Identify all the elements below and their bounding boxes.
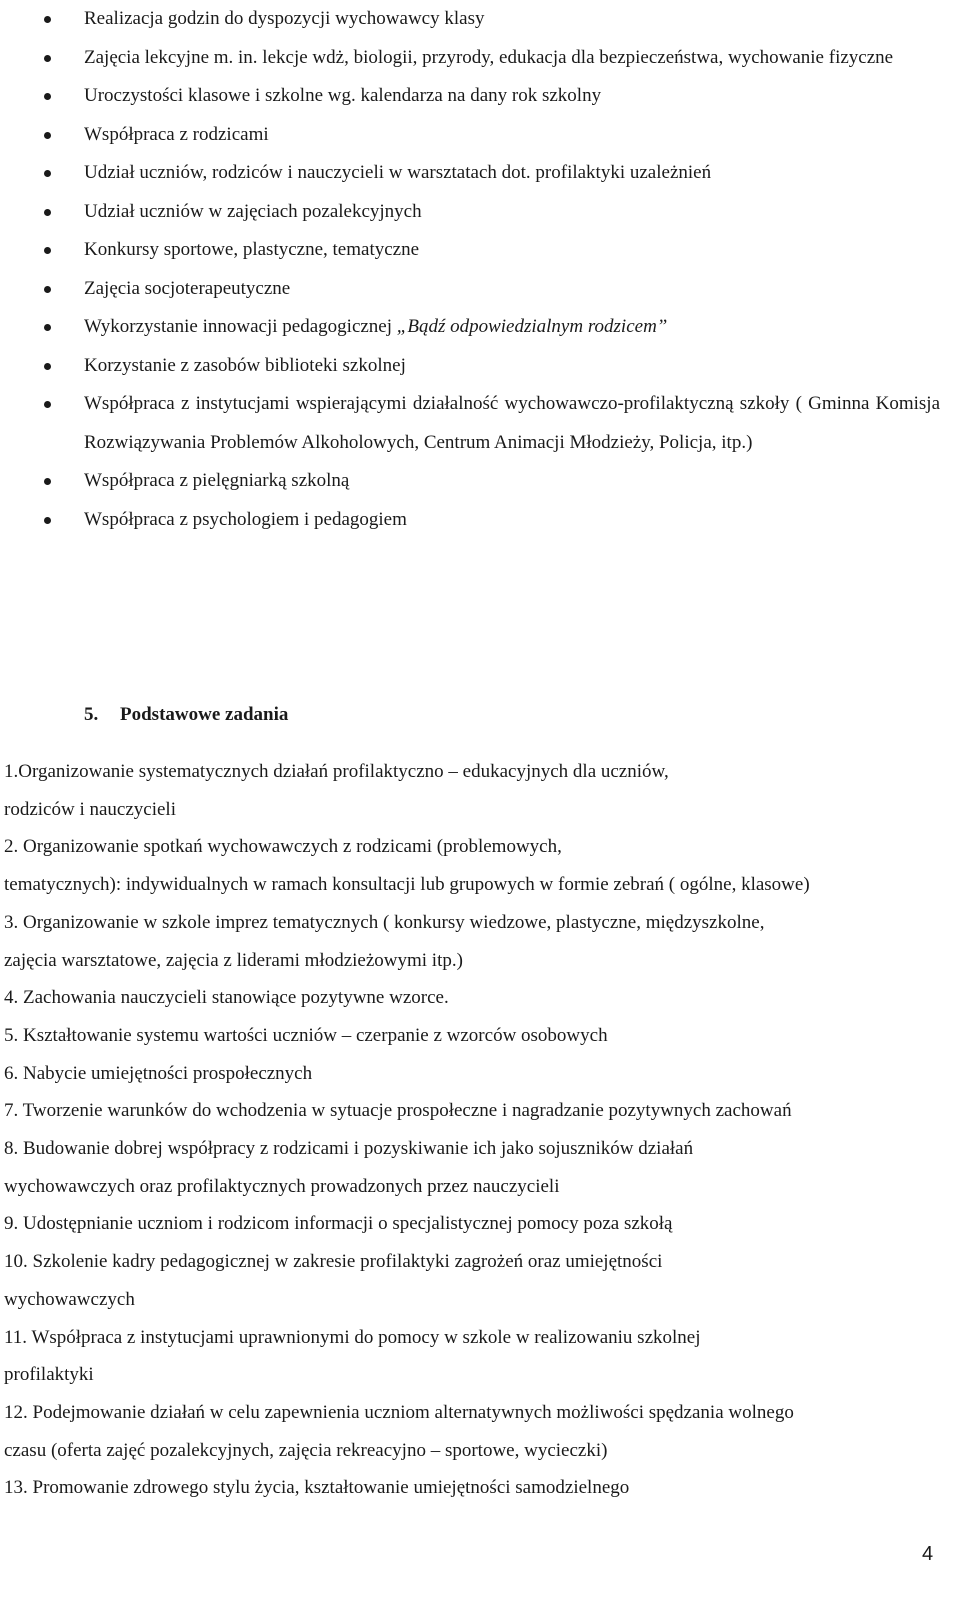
task-item: 11. Współpraca z instytucjami uprawnionymi do pomocy w szkole w realizowaniu szkolnej profilaktyki (4, 1326, 701, 1386)
list-item-text: Współpraca z psychologiem i pedagogiem (84, 508, 407, 530)
list-item-text: Współpraca z pielęgniarką szkolną (84, 470, 350, 491)
innovation-title: „Bądź odpowiedzialnym rodzicem” (396, 316, 668, 337)
task-item: 1.Organizowanie systematycznych działań profilaktyczno – edukacyjnych dla uczniów, rodziców i nauczycieli (4, 761, 669, 820)
bullet-icon (44, 55, 51, 62)
list-item-text: Zajęcia socjoterapeutyczne (84, 277, 291, 299)
task-item: 5. Kształtowanie systemu wartości uczniów – czerpanie z wzorców osobowych (4, 1024, 608, 1046)
list-item-text: Konkursy sportowe, plastyczne, tematyczne (84, 239, 420, 260)
list-item (0, 385, 960, 462)
task-item: 9. Udostępnianie uczniom i rodzicom informacji o specjalistycznej pomocy poza szkołą (4, 1213, 673, 1235)
task-item: 4. Zachowania nauczycieli stanowiące pozytywne wzorce. (4, 987, 449, 1009)
page-number: 4 (922, 1543, 934, 1565)
list-item (0, 308, 960, 347)
bullet-icon (44, 247, 51, 254)
list-item (0, 231, 960, 270)
section-title: Podstawowe zadania (120, 704, 289, 725)
list-item-text: Udział uczniów w zajęciach pozalekcyjnych (84, 200, 422, 222)
list-item (0, 270, 960, 309)
bullet-icon (44, 16, 51, 23)
list-item (0, 462, 960, 501)
task-item: 12. Podejmowanie działań w celu zapewnienia uczniom alternatywnych możliwości spędzania wolnego czasu (oferta zajęć pozalekcyjnych, zajęcia rekreacyjno – sportowe, wycieczki) (4, 1401, 794, 1461)
list-item (0, 77, 960, 116)
list-item (0, 39, 960, 78)
bullet-icon (44, 363, 51, 370)
task-item: 6. Nabycie umiejętności prospołecznych (4, 1062, 313, 1084)
tasks-list (4, 753, 934, 1507)
list-item (0, 0, 960, 39)
task-item: 10. Szkolenie kadry pedagogicznej w zakresie profilaktyki zagrożeń oraz umiejętności wychowawczych (4, 1251, 663, 1310)
task-item: 8. Budowanie dobrej współpracy z rodzicami i pozyskiwanie ich jako sojuszników działań wychowawczych oraz profilaktycznych prowadzonych przez nauczycieli (4, 1138, 694, 1197)
section-heading (84, 696, 288, 734)
task-item: 3. Organizowanie w szkole imprez tematycznych ( konkursy wiedzowe, plastyczne, międzyszkolne, zajęcia warsztatowe, zajęcia z liderami młodzieżowymi itp.) (4, 911, 765, 971)
list-item-text: Współpraca z rodzicami (84, 123, 269, 145)
list-item-text: Zajęcia lekcyjne m. in. lekcje wdż, biologii, przyrody, edukacja dla bezpieczeństwa, wychowanie fizyczne (84, 46, 894, 68)
list-item (0, 347, 960, 386)
list-item-text: Udział uczniów, rodziców i nauczycieli w warsztatach dot. profilaktyki uzależnień (84, 162, 712, 183)
bullet-icon (44, 401, 51, 408)
bullet-icon (44, 324, 51, 331)
list-item-text: Wykorzystanie innowacji pedagogicznej (84, 316, 397, 337)
list-item-text: Współpraca z instytucjami wspierającymi działalność wychowawczo-profilaktyczną szkoły ( Gminna Komisja Rozwiązywania Problemów Alkoholowych, Centrum Animacji Młodzieży, Policja, itp.) (84, 393, 940, 453)
bullet-icon (44, 132, 51, 139)
bullet-icon (44, 478, 51, 485)
list-item (0, 154, 960, 193)
list-item (0, 116, 960, 155)
list-item (0, 501, 960, 540)
task-item: 7. Tworzenie warunków do wchodzenia w sytuacje prospołeczne i nagradzanie pozytywnych zachowań (4, 1100, 792, 1122)
task-item: 2. Organizowanie spotkań wychowawczych z rodzicami (problemowych, tematycznych): indywidualnych w ramach konsultacji lub grupowych w formie zebrań ( ogólne, klasowe) (4, 836, 810, 896)
list-item (0, 193, 960, 232)
section-number: 5. (84, 704, 99, 725)
bullet-icon (44, 517, 51, 524)
bullet-icon (44, 209, 51, 216)
bullet-icon (44, 170, 51, 177)
list-item-text: Uroczystości klasowe i szkolne wg. kalendarza na dany rok szkolny (84, 85, 602, 106)
bullet-icon (44, 93, 51, 100)
activities-list (0, 0, 960, 539)
task-item: 13. Promowanie zdrowego stylu życia, kształtowanie umiejętności samodzielnego (4, 1477, 630, 1499)
list-item-text: Realizacja godzin do dyspozycji wychowawcy klasy (84, 8, 485, 29)
bullet-icon (44, 286, 51, 293)
list-item-text: Korzystanie z zasobów biblioteki szkolnej (84, 354, 406, 376)
